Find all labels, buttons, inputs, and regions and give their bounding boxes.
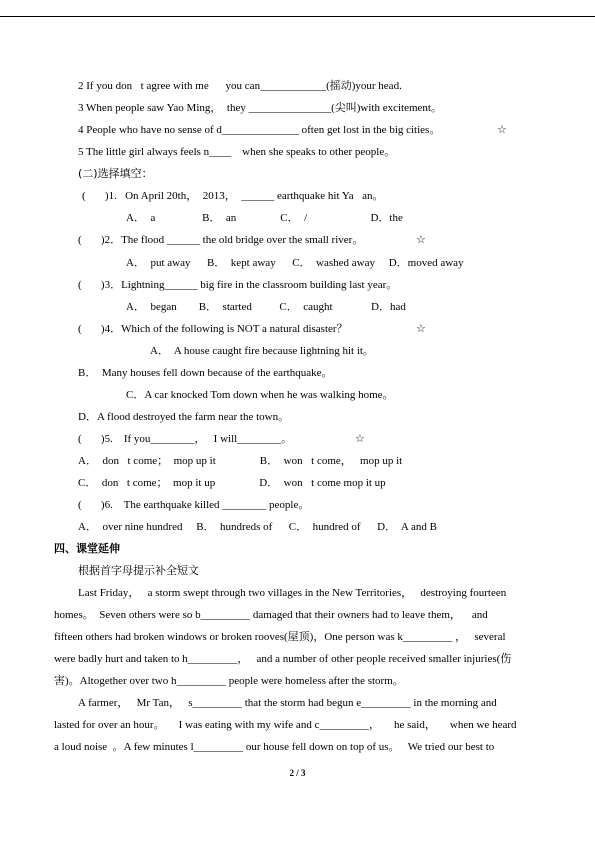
passage-line: A farmer， Mr Tan， s_________ that the storm had begun e_________ in the morning and [78, 697, 497, 709]
star-icon: ☆ [416, 233, 426, 246]
question-6: ( )6. The earthquake killed ________ people。 [78, 499, 310, 511]
question-2-options: A． put away B． kept away C． washed away D．moved away [126, 257, 464, 269]
question-4-option-c: C．A car knocked Tom down when he was walking home。 [126, 389, 394, 401]
page-number: 2 / 3 [289, 768, 306, 778]
question-3-options: A． began B． started C． caught D．had [126, 301, 406, 313]
star-icon: ☆ [355, 432, 365, 445]
question-4: ( )4．Which of the following is NOT a natural disaster？ [78, 323, 348, 335]
text-line: 5 The little girl always feels n____ when she speaks to other people。 [78, 146, 396, 158]
section-label: (二)选择填空： [78, 167, 153, 180]
star-icon: ☆ [497, 123, 507, 136]
passage-line: 害)。Altogether over two h_________ people were homeless after the storm。 [54, 675, 404, 687]
header-rule [0, 16, 595, 17]
question-1-options: A． a B． an C． / D．the [126, 212, 403, 224]
question-4-option-b: B． Many houses fell down because of the earthquake。 [78, 367, 333, 379]
text-line: 4 People who have no sense of d______________ often get lost in the big cities。 [78, 124, 441, 136]
question-5-options-cd: C． don t come； mop it up D． won t come mop it up [78, 477, 386, 489]
text-line: 3 When people saw Yao Ming， they _______________(尖叫)with excitement。 [78, 102, 442, 114]
passage-line: were badly hurt and taken to h_________， and a number of other people received smaller injuries(伤 [54, 653, 512, 665]
question-4-option-a: A． A house caught fire because lightning hit it。 [150, 345, 374, 357]
question-4-option-d: D．A flood destroyed the farm near the town。 [78, 411, 290, 423]
instruction: 根据首字母提示补全短文 [78, 564, 199, 577]
section-heading: 四、课堂延伸 [54, 542, 120, 555]
question-2: ( )2．The flood ______ the old bridge over the small river。 [78, 234, 364, 246]
passage-line: a loud noise 。A few minutes l_________ our house fell down on top of us。 We tried our best to [54, 741, 495, 753]
passage-line: homes。 Seven others were so b_________ damaged that their owners had to leave them， and [54, 609, 488, 621]
passage-line: fifteen others had broken windows or broken rooves(屋顶)，One person was k_________ ， several [54, 631, 506, 643]
question-5-options-ab: A． don t come； mop up it B． won t come， mop up it [78, 455, 403, 467]
text-line: 2 If you don t agree with me， you can____________(摇动)your head. [78, 80, 402, 92]
question-6-options: A． over nine hundred B． hundreds of C． hundred of D． A and B [78, 521, 437, 533]
passage-line: Last Friday， a storm swept through two villages in the New Territories， destroying fourteen [78, 587, 507, 599]
question-3: ( )3．Lightning______ big fire in the classroom building last year。 [78, 279, 398, 291]
passage-line: lasted for over an hour。  I was eating with my wife and c_________，  he said，  when we heard [54, 719, 517, 731]
question-5: ( )5. If you________， I will________。 [78, 433, 293, 445]
star-icon: ☆ [416, 322, 426, 335]
question-1: ( )1. On April 20th， 2013， ______ earthquake hit Ya an。 [82, 190, 384, 202]
